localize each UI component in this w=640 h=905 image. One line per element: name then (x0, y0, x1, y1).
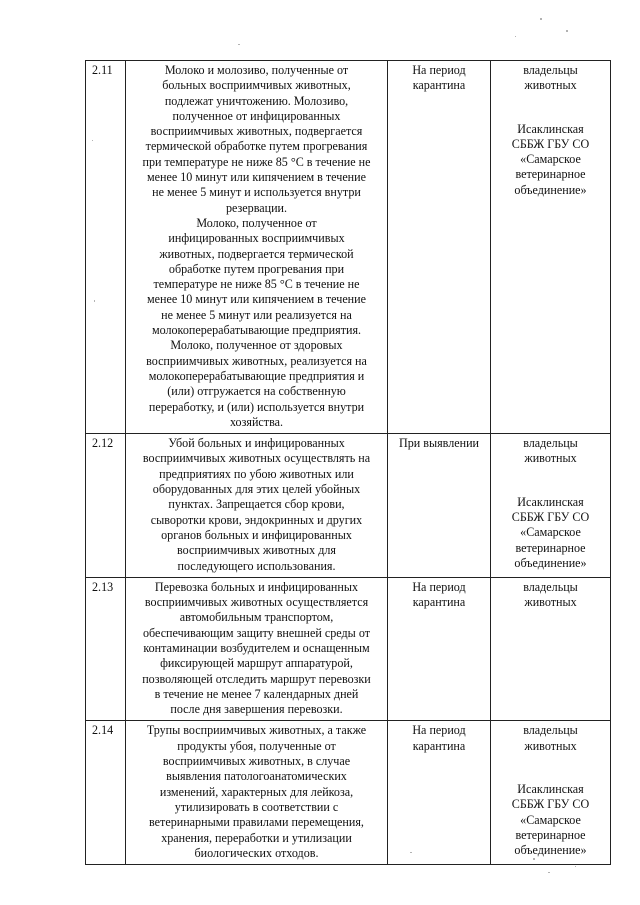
row-number: 2.13 (86, 577, 126, 721)
row-number: 2.11 (86, 61, 126, 434)
scan-noise (92, 140, 93, 141)
scan-noise (238, 44, 240, 45)
table-row (86, 721, 611, 865)
measure-paragraph: Перевозка больных и инфицированных восприимчивых животных осуществляется автомобильным транспортом, обеспечивающим защиту внешней среды от контаминации возбудителем и оснащенным фиксирующей маршрут аппаратурой, позволяющей отследить маршрут перевозки в течение не менее 7 календарных дней после дня завершения перевозки. (142, 579, 371, 717)
table-row (86, 434, 611, 578)
table-row (86, 577, 611, 721)
measure-text (126, 721, 388, 865)
period-text: При выявлении (398, 436, 480, 451)
responsible-cell (491, 61, 611, 434)
period-cell (388, 577, 491, 721)
responsible-org: Исаклинская СББЖ ГБУ СО «Самарское ветеринарное объединение» (511, 494, 590, 570)
period-cell (388, 434, 491, 578)
measure-paragraph: Убой больных и инфицированных восприимчивых животных осуществлять на предприятиях по убою животных или оборудованных для этих целей убойных пунктах. Запрещается сбор крови, сыворотки крови, эндокринных и других органов больных и инфицированных восприимчивых животных для последующего использования. (142, 436, 371, 573)
responsible-org: Исаклинская СББЖ ГБУ СО «Самарское ветеринарное объединение» (511, 121, 590, 197)
row-number: 2.12 (86, 434, 126, 578)
scan-noise (575, 866, 576, 867)
responsible-owner: владельцы животных (523, 723, 578, 753)
responsible-cell (491, 721, 611, 865)
table-row (86, 61, 611, 434)
scan-noise (410, 852, 412, 853)
scan-noise (548, 872, 550, 873)
period-text: На период карантина (412, 723, 466, 753)
period-text: На период карантина (412, 579, 466, 610)
period-text: На период карантина (412, 63, 466, 93)
measure-text (126, 61, 388, 434)
responsible-cell (491, 577, 611, 721)
scan-noise (540, 18, 542, 20)
responsible-org: Исаклинская СББЖ ГБУ СО «Самарское ветеринарное объединение» (511, 782, 590, 858)
period-cell (388, 721, 491, 865)
measure-text (126, 577, 388, 721)
responsible-cell (491, 434, 611, 578)
scan-noise (94, 300, 95, 302)
measure-paragraph: Трупы восприимчивых животных, а также продукты убоя, полученные от восприимчивых животных, в случае выявления патологоанатомических изменений, характерных для лейкоза, утилизировать в соответствии с ветеринарными правилами перемещения, хранения, переработки и утилизации биологических отходов. (146, 723, 367, 860)
responsible-owner: владельцы животных (523, 63, 578, 93)
scan-noise (566, 30, 568, 32)
scan-noise (533, 858, 535, 860)
row-number: 2.14 (86, 721, 126, 865)
scan-noise (515, 36, 516, 37)
measure-text (126, 434, 388, 578)
period-cell (388, 61, 491, 434)
responsible-owner: владельцы животных (523, 579, 578, 610)
measures-table (85, 60, 611, 865)
responsible-owner: владельцы животных (523, 436, 578, 466)
measure-paragraph: Молоко и молозиво, полученные от больных восприимчивых животных, подлежат уничтожению. Молозиво, полученное от инфицированных восприимчивых животных, подвергается термической обработке путем прогревания при температуре не ниже 85 °С в течение не менее 10 минут или кипячением в течение не менее 5 минут и используется внутри резервации. Молоко, полученное от инфицированных восприимчивых животных, подвергается термической обработке путем прогревания при температуре не ниже 85 °С в течение не менее 10 минут или кипячением в течение не менее 5 минут или реализуется на молокоперерабатывающие предприятия. Молоко, полученное от здоровых восприимчивых животных, реализуется на молокоперерабатывающие предприятия и (или) отгружается на собственную переработку, и (или) используется внутри хозяйства. (142, 63, 371, 429)
